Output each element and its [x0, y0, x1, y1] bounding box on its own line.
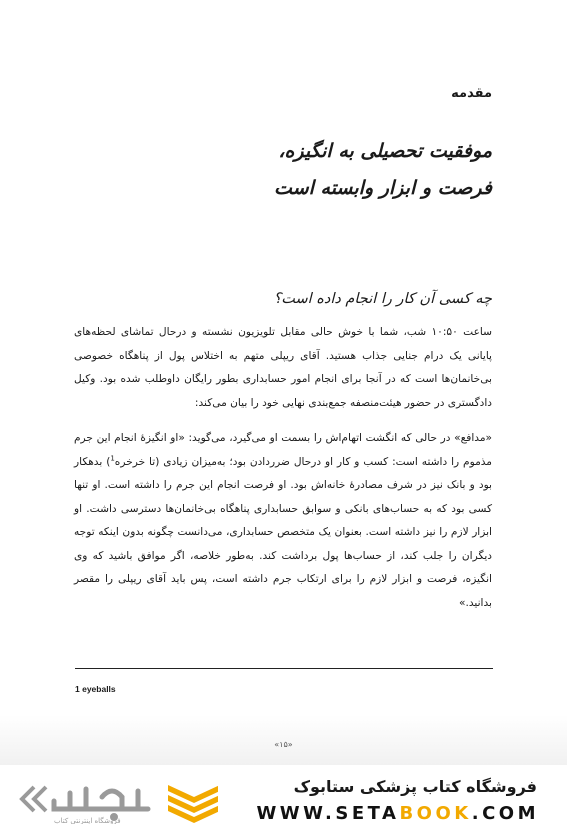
store-url-accent: BOOK — [399, 803, 472, 824]
page-number: «۱۵» — [274, 740, 293, 749]
paragraph-2-part-1: «مدافع» در حالی که انگشت اتهام‌اش را بسمت او می‌گیرد، می‌گوید: «او انگیزهٔ انجام این جرم مذموم را داشته است: کسب و کار او درحال ضرردادن بود؛ به‌میزان زیادی (تا خرخره — [74, 432, 492, 468]
store-name: فروشگاه کتاب پزشکی ستابوک — [293, 777, 537, 796]
chevrons-icon — [22, 787, 46, 811]
store-url-prefix: WWW.SETA — [256, 803, 400, 824]
logo-caption: فروشگاه اینترنتی کتاب — [54, 817, 121, 824]
paragraph-2 — [74, 427, 492, 615]
store-banner — [0, 767, 567, 832]
store-url[interactable] — [256, 803, 539, 824]
chapter-title-line-2: فرصت و ابزار وابسته است — [274, 177, 492, 199]
chapter-title-line-1: موفقیت تحصیلی به انگیزه، — [278, 140, 492, 162]
paragraph-1: ساعت ۱۰:۵۰ شب، شما با خوش حالی مقابل تلویزیون نشسته و درحال تماشای لحظه‌های پایانی یک درام جنایی جذاب هستید. آقای ریپلی متهم به اختلاس پول از پناهگاه خصوصی بی‌خانمان‌ها است که در آنجا برای انجام امور حسابداری بطور رایگان داوطلب شده بود. وکیل دادگستری در حضور هیئت‌منصفه جمع‌بندی نهایی خود را بیان می‌کند: — [74, 326, 492, 409]
footnote-reference: 1 — [110, 453, 115, 462]
footnote-divider — [75, 668, 493, 669]
setabook-wordmark — [54, 789, 148, 819]
footnote: 1 eyeballs — [75, 684, 116, 694]
book-stack-icon — [168, 785, 218, 823]
subheading: چه کسی آن کار را انجام داده است؟ — [273, 291, 492, 307]
paragraph-2-part-2: ) بدهکار بود و بانک نیز در شرف مصادرهٔ خانه‌اش بود. او فرصت انجام این جرم را داشته است. او تنها کسی بود که به حساب‌های بانکی و سوابق حسابداری پناهگاه بی‌خانمان‌ها دسترسی داشت. او ابزار لازم را نیز داشته است. بعنوان یک متخصص حسابداری، می‌دانست چگونه بدون اینکه توجه دیگران را جلب کند، از حساب‌ها پول برداشت کند. به‌طور خلاصه، اگر موافق باشید که وی انگیزه، فرصت و ابزار لازم را برای ارتکاب جرم داشته است، پس باید آقای ریپلی را مقصر بدانید.» — [74, 455, 492, 609]
section-label: مقدمه — [451, 86, 492, 101]
chapter-title — [72, 133, 492, 207]
setabook-logo — [18, 779, 218, 824]
store-url-suffix: .COM — [471, 803, 539, 824]
